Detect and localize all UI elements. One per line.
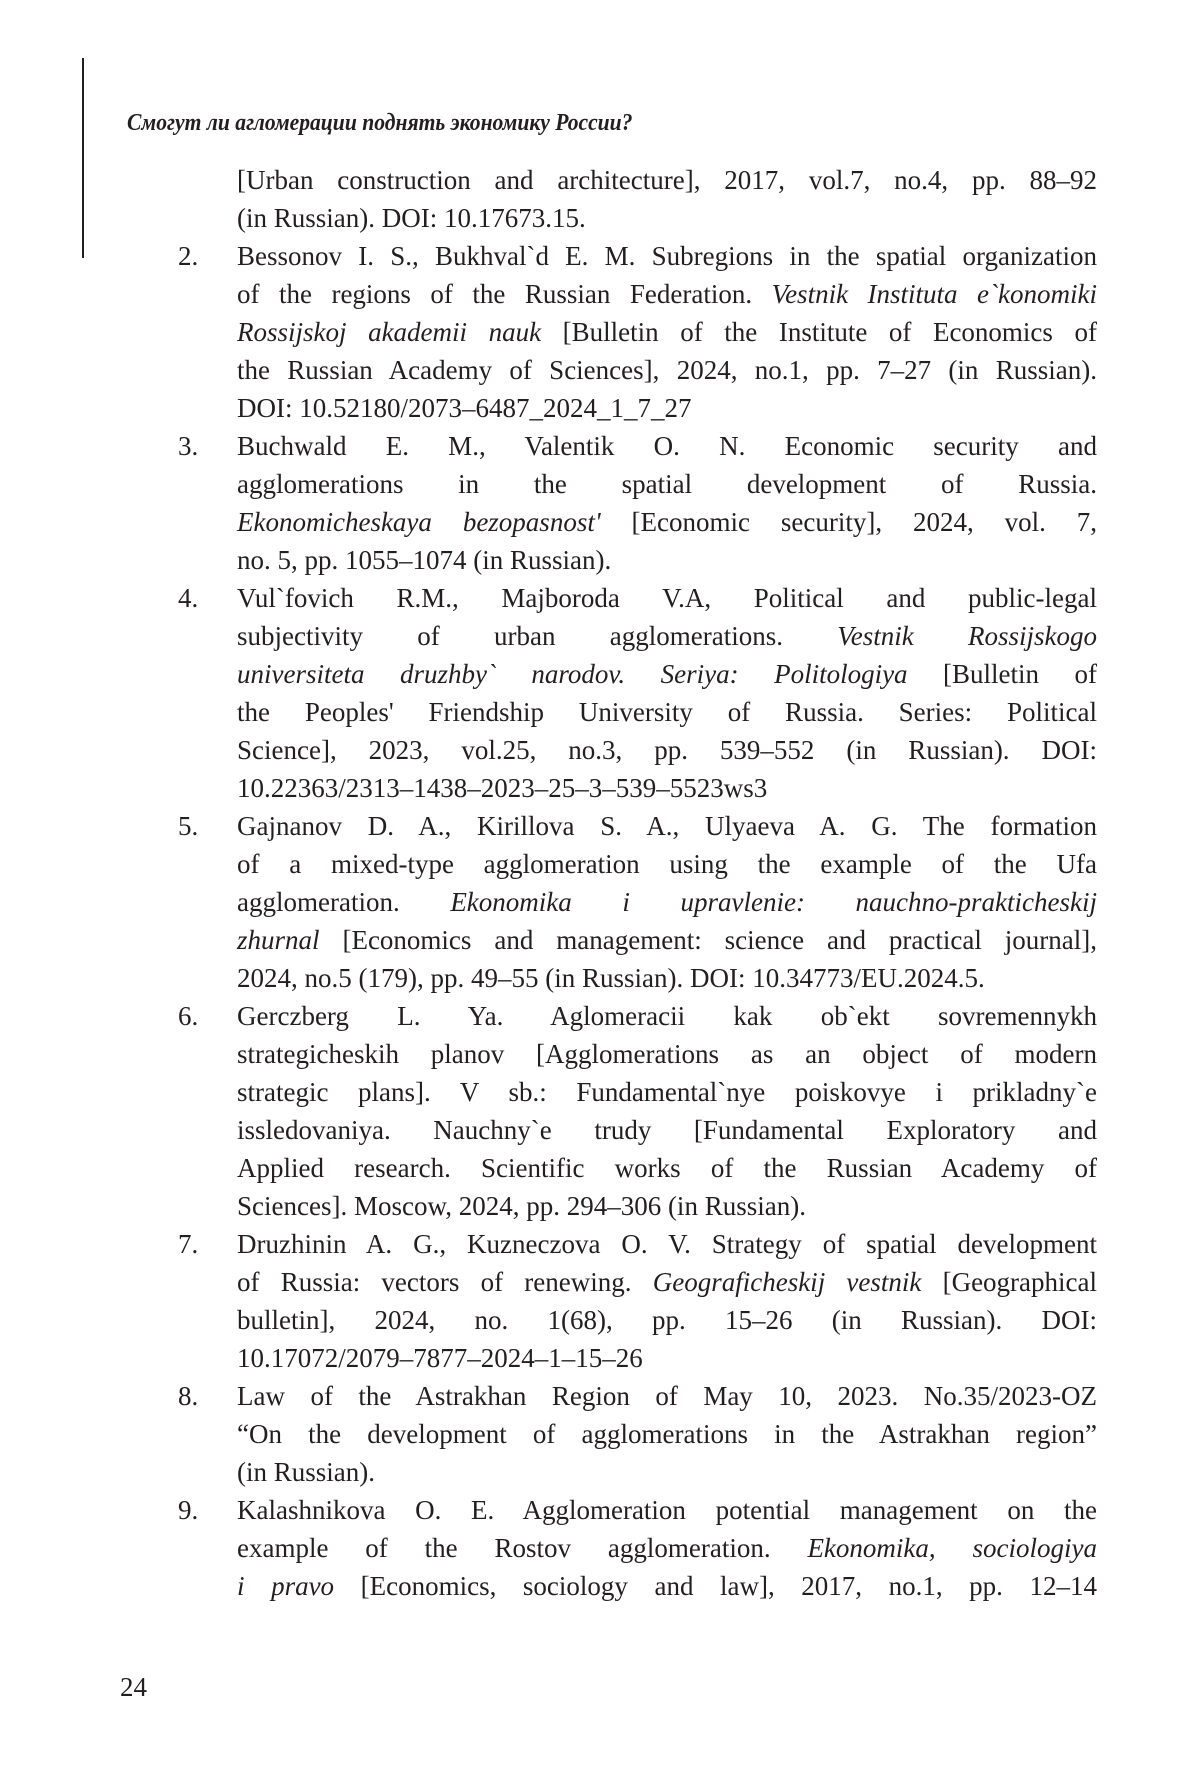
text-segment: Kalashnikova O. E. Agglomeration potential management on the [237, 1495, 1097, 1525]
reference-text-inner [237, 1453, 375, 1491]
reference-text [237, 275, 1097, 313]
reference-line [0, 617, 1200, 655]
text-segment: no. 5, pp. 1055–1074 (in Russian). [237, 545, 612, 575]
reference-text [237, 921, 1097, 959]
reference-line [0, 503, 1200, 541]
reference-text [237, 731, 1097, 769]
reference-line [0, 465, 1200, 503]
text-segment: 10.22363/2313–1438–2023–25–3–539–5523ws3 [237, 773, 768, 803]
reference-text-inner [237, 997, 1097, 1035]
reference-text [237, 579, 1097, 617]
reference-text [237, 199, 1097, 237]
reference-line [0, 1567, 1200, 1605]
reference-line [0, 313, 1200, 351]
reference-text [237, 1035, 1097, 1073]
reference-text-inner [237, 503, 1097, 541]
reference-text-inner [237, 541, 611, 579]
reference-text-inner [237, 1301, 1097, 1339]
reference-number: 4. [178, 583, 199, 613]
text-segment: Bessonov I. S., Bukhval`d E. M. Subregions in the spatial organization [237, 241, 1097, 271]
italic-title: Geograficheskij vestnik [652, 1267, 922, 1297]
reference-text [237, 161, 1097, 199]
reference-line [0, 1187, 1200, 1225]
reference-line [0, 1453, 1200, 1491]
reference-text [237, 427, 1097, 465]
reference-text [237, 1453, 1097, 1491]
reference-text-inner [237, 1263, 1097, 1301]
text-segment: [Bulletin of [907, 659, 1097, 689]
reference-text-inner [237, 237, 1097, 275]
text-segment: Applied research. Scientific works of the Russian Academy of [237, 1153, 1097, 1183]
reference-line [0, 731, 1200, 769]
text-segment: Gajnanov D. A., Kirillova S. A., Ulyaeva A. G. The formation [237, 811, 1097, 841]
reference-text [237, 1339, 1097, 1377]
text-segment: subjectivity of urban agglomerations. [237, 621, 838, 651]
text-segment: (in Russian). DOI: 10.17673.15. [237, 203, 586, 233]
reference-list [0, 161, 1200, 1605]
reference-line [0, 1491, 1200, 1529]
reference-text-inner [237, 1073, 1097, 1111]
text-segment: Buchwald E. M., Valentik O. N. Economic security and [237, 431, 1097, 461]
italic-title: zhurnal [237, 925, 320, 955]
reference-text-inner [237, 693, 1097, 731]
reference-line [0, 1073, 1200, 1111]
reference-text-inner [237, 1035, 1097, 1073]
reference-text-inner [237, 1111, 1097, 1149]
reference-number: 8. [178, 1381, 199, 1411]
reference-line [0, 541, 1200, 579]
reference-text-inner [237, 807, 1097, 845]
italic-title: Vestnik Instituta e`konomiki [771, 279, 1097, 309]
text-segment: Sciences]. Moscow, 2024, pp. 294–306 (in Russian). [237, 1191, 806, 1221]
text-segment: agglomeration. [237, 887, 451, 917]
reference-line [0, 351, 1200, 389]
text-segment: strategic plans]. V sb.: Fundamental`nye poiskovye i prikladny`e [237, 1077, 1097, 1107]
reference-number: 5. [178, 811, 199, 841]
reference-line [0, 1529, 1200, 1567]
reference-text-inner [237, 1149, 1097, 1187]
reference-text [237, 465, 1097, 503]
reference-text [237, 1529, 1097, 1567]
reference-text [237, 1149, 1097, 1187]
text-segment: of Russia: vectors of renewing. [237, 1267, 653, 1297]
reference-line [0, 1263, 1200, 1301]
text-segment: 2024, no.5 (179), pp. 49–55 (in Russian). DOI: 10.34773/EU.2024.5. [237, 963, 985, 993]
reference-line [0, 1415, 1200, 1453]
reference-text-inner [237, 883, 1097, 921]
text-segment: 10.17072/2079–7877–2024–1–15–26 [237, 1343, 643, 1373]
reference-text-inner [237, 731, 1097, 769]
reference-text-inner [237, 617, 1097, 655]
reference-text-inner [237, 465, 1097, 503]
reference-text [237, 1491, 1097, 1529]
text-segment: Science], 2023, vol.25, no.3, pp. 539–552 (in Russian). DOI: [237, 735, 1097, 765]
reference-text [237, 541, 1097, 579]
italic-title: Vestnik Rossijskogo [837, 621, 1098, 651]
reference-line [0, 1035, 1200, 1073]
text-segment: (in Russian). [237, 1457, 375, 1487]
reference-text [237, 617, 1097, 655]
italic-title: Ekonomika i upravlenie: nauchno-prakticheskij [450, 887, 1097, 917]
reference-text [237, 1187, 1097, 1225]
reference-text [237, 693, 1097, 731]
reference-text-inner [237, 845, 1097, 883]
reference-text [237, 389, 1097, 427]
reference-line [0, 1301, 1200, 1339]
reference-text-inner [237, 199, 586, 237]
text-segment: the Russian Academy of Sciences], 2024, no.1, pp. 7–27 (in Russian). [237, 355, 1097, 385]
reference-text-inner [237, 1567, 1097, 1605]
text-segment: [Economics, sociology and law], 2017, no.1, pp. 12–14 [334, 1571, 1097, 1601]
reference-text [237, 883, 1097, 921]
reference-line [0, 959, 1200, 997]
italic-title: i pravo [237, 1571, 335, 1601]
italic-title: Ekonomika, sociologiya [807, 1533, 1097, 1563]
text-segment: [Bulletin of the Institute of Economics of [541, 317, 1097, 347]
reference-text [237, 1263, 1097, 1301]
reference-text [237, 959, 1097, 997]
reference-line [0, 1111, 1200, 1149]
reference-line [0, 579, 1200, 617]
text-segment: agglomerations in the spatial development of Russia. [237, 469, 1097, 499]
reference-text-inner [237, 351, 1097, 389]
reference-text [237, 351, 1097, 389]
italic-title: Ekonomicheskaya bezopasnost' [237, 507, 601, 537]
reference-text [237, 1301, 1097, 1339]
reference-text-inner [237, 1491, 1097, 1529]
reference-line [0, 655, 1200, 693]
reference-line [0, 807, 1200, 845]
reference-text [237, 1111, 1097, 1149]
reference-text [237, 237, 1097, 275]
reference-line [0, 997, 1200, 1035]
reference-text-inner [237, 1529, 1097, 1567]
reference-text-inner [237, 161, 1097, 199]
reference-line [0, 1339, 1200, 1377]
reference-line [0, 237, 1200, 275]
reference-text [237, 807, 1097, 845]
reference-text-inner [237, 1339, 643, 1377]
reference-line [0, 921, 1200, 959]
reference-number: 2. [178, 241, 199, 271]
reference-line [0, 845, 1200, 883]
text-segment: the Peoples' Friendship University of Russia. Series: Political [237, 697, 1097, 727]
text-segment: bulletin], 2024, no. 1(68), pp. 15–26 (in Russian). DOI: [237, 1305, 1097, 1335]
running-title: Смогут ли агломерации поднять экономику России? [127, 110, 633, 136]
reference-text [237, 655, 1097, 693]
reference-line [0, 769, 1200, 807]
text-segment: strategicheskih planov [Agglomerations as an object of modern [237, 1039, 1097, 1069]
reference-text-inner [237, 1377, 1097, 1415]
text-segment: example of the Rostov agglomeration. [237, 1533, 808, 1563]
reference-text-inner [237, 275, 1097, 313]
reference-text [237, 1415, 1097, 1453]
reference-text [237, 313, 1097, 351]
reference-text [237, 845, 1097, 883]
italic-title: Rossijskoj akademii nauk [237, 317, 542, 347]
text-segment: issledovaniya. Nauchny`e trudy [Fundamental Exploratory and [237, 1115, 1097, 1145]
reference-text-inner [237, 769, 767, 807]
text-segment: [Geographical [921, 1267, 1098, 1297]
reference-text-inner [237, 959, 985, 997]
reference-text-inner [237, 1187, 806, 1225]
reference-line [0, 275, 1200, 313]
reference-number: 9. [178, 1495, 199, 1525]
text-segment: “On the development of agglomerations in the Astrakhan region” [237, 1419, 1097, 1449]
reference-line [0, 427, 1200, 465]
text-segment: Vul`fovich R.M., Majboroda V.A, Political and public-legal [237, 583, 1097, 613]
reference-line [0, 1149, 1200, 1187]
reference-number: 7. [178, 1229, 199, 1259]
page-number: 24 [120, 1672, 147, 1702]
text-segment: Gerczberg L. Ya. Aglomeracii kak ob`ekt sovremennykh [237, 1001, 1097, 1031]
text-segment: [Urban construction and architecture], 2017, vol.7, no.4, pp. 88–92 [237, 165, 1097, 195]
text-segment: [Economics and management: science and practical journal], [319, 925, 1097, 955]
reference-line [0, 693, 1200, 731]
text-segment: of the regions of the Russian Federation. [237, 279, 772, 309]
reference-text-inner [237, 389, 692, 427]
text-segment: Law of the Astrakhan Region of May 10, 2023. No.35/2023-OZ [237, 1381, 1097, 1411]
reference-number: 6. [178, 1001, 199, 1031]
reference-text [237, 997, 1097, 1035]
reference-text [237, 1377, 1097, 1415]
text-segment: DOI: 10.52180/2073–6487_2024_1_7_27 [237, 393, 692, 423]
reference-line [0, 1377, 1200, 1415]
reference-text [237, 1567, 1097, 1605]
text-segment: of a mixed-type agglomeration using the example of the Ufa [237, 849, 1097, 879]
reference-number: 3. [178, 431, 199, 461]
reference-line [0, 883, 1200, 921]
reference-text-inner [237, 655, 1097, 693]
text-segment: [Economic security], 2024, vol. 7, [600, 507, 1098, 537]
reference-text [237, 769, 1097, 807]
reference-text-inner [237, 427, 1097, 465]
reference-text-inner [237, 1415, 1097, 1453]
reference-text-inner [237, 1225, 1097, 1263]
reference-text-inner [237, 921, 1097, 959]
reference-line [0, 199, 1200, 237]
reference-line [0, 1225, 1200, 1263]
reference-text-inner [237, 313, 1097, 351]
reference-line [0, 161, 1200, 199]
text-segment: Druzhinin A. G., Kuzneczova O. V. Strategy of spatial development [237, 1229, 1097, 1259]
reference-text [237, 1225, 1097, 1263]
italic-title: universiteta druzhby` narodov. Seriya: Politologiya [237, 659, 908, 689]
reference-line [0, 389, 1200, 427]
reference-text [237, 503, 1097, 541]
reference-text [237, 1073, 1097, 1111]
reference-text-inner [237, 579, 1097, 617]
